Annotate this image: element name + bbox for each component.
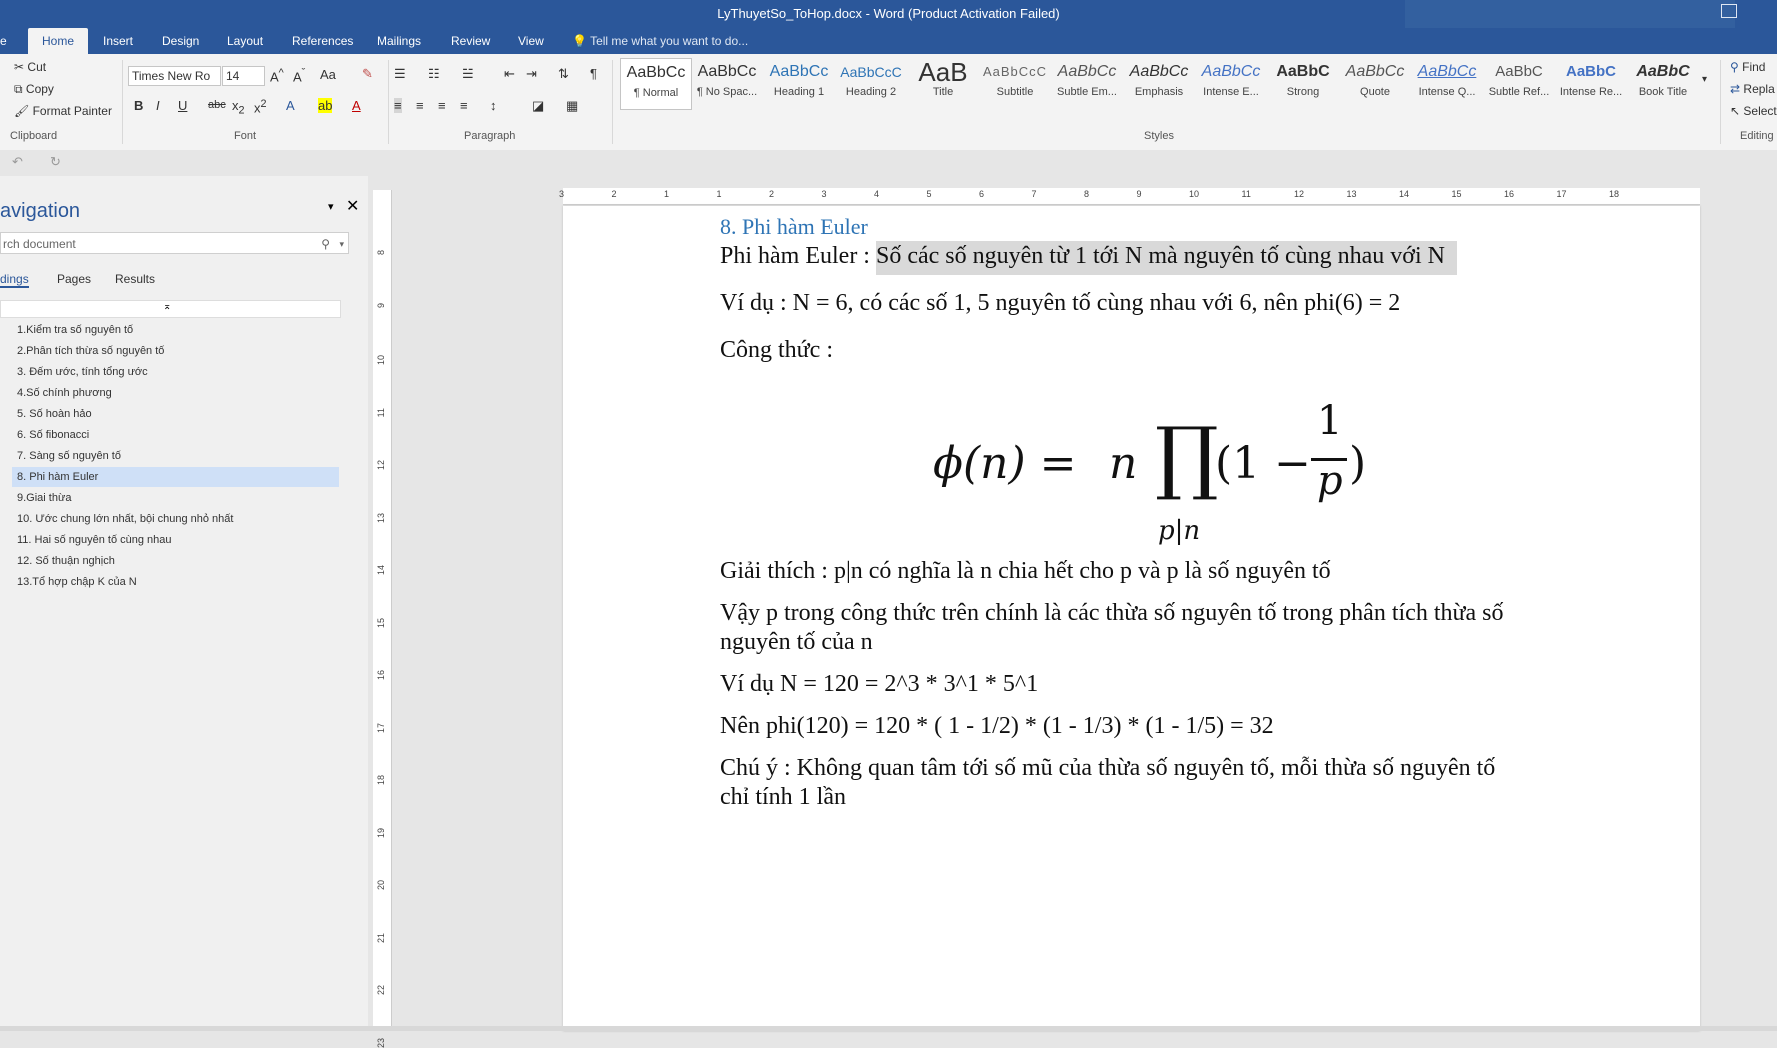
style-subtle-reference[interactable] (1484, 58, 1554, 108)
highlight-icon[interactable]: ab (318, 98, 333, 113)
nav-heading-item[interactable]: 3. Đếm ước, tính tổng ước (17, 366, 148, 378)
increase-indent-icon[interactable]: ⇥ (526, 66, 537, 81)
formula-denominator: p (1317, 458, 1343, 504)
replace-label: Repla (1743, 82, 1775, 96)
style-intense-emphasis[interactable] (1196, 58, 1266, 108)
vertical-ruler (373, 190, 392, 1048)
style-name: Intense E... (1203, 86, 1259, 98)
collapse-icon: ⌅ (163, 301, 172, 312)
style-sample: AaBbCcC (982, 64, 1048, 79)
nav-heading-item[interactable]: 6. Số fibonacci (17, 429, 90, 441)
nav-heading-item[interactable]: 12. Số thuận nghịch (17, 555, 115, 567)
ruler-tick-label: 19 (376, 827, 386, 838)
ruler-tick-label: 17 (1556, 189, 1567, 199)
style-name: Title (932, 86, 954, 98)
redo-icon[interactable]: ↻ (50, 154, 61, 169)
quick-access-toolbar (0, 150, 1777, 176)
clipboard-group-label: Clipboard (10, 130, 58, 142)
style-name: Intense Q... (1418, 86, 1476, 98)
ruler-tick-label: 23 (376, 1037, 386, 1048)
paintbrush-icon: 🖌 (14, 104, 30, 118)
separator (388, 60, 389, 144)
style-name: Heading 1 (773, 86, 825, 98)
navigation-pane (0, 176, 368, 1031)
font-group-label: Font (234, 130, 257, 142)
style-normal[interactable] (620, 58, 692, 110)
style-name: Intense Re... (1559, 86, 1623, 98)
ruler-tick-label: 1 (716, 189, 722, 199)
style-heading-2[interactable] (836, 58, 906, 108)
heading-phi-ham-euler[interactable]: 8. Phi hàm Euler (720, 214, 868, 239)
cut-button[interactable] (14, 60, 46, 74)
scissors-icon: ✂ (14, 60, 25, 74)
style-sample: AaBbCc (769, 63, 829, 80)
tab-layout[interactable]: Layout (227, 34, 264, 48)
nav-heading-item[interactable]: 1.Kiểm tra số nguyên tố (17, 324, 134, 336)
style-name: Book Title (1638, 86, 1688, 98)
paragraph-caution-line-2[interactable]: chỉ tính 1 lần (720, 784, 846, 810)
ruler-tick-label: 12 (376, 460, 386, 471)
replace-icon: ⇄ (1730, 82, 1741, 96)
ruler-tick-label: 15 (1451, 189, 1462, 199)
style-sample: AaBbCc (626, 64, 686, 81)
ruler-tick-label: 12 (1294, 189, 1305, 199)
ruler-tick-label: 10 (1189, 189, 1200, 199)
ruler-tick-label: 20 (376, 880, 386, 891)
tell-me-box[interactable] (572, 28, 748, 54)
ruler-tick-label: 2 (769, 189, 775, 199)
formula-subscript: p|n (1158, 516, 1201, 546)
tell-me-text: Tell me what you want to do... (590, 34, 749, 48)
paragraph-example-1[interactable]: Ví dụ : N = 6, có các số 1, 5 nguyên tố cùng nhau với 6, nên phi(6) = 2 (720, 290, 1401, 316)
search-input[interactable] (0, 232, 349, 254)
ruler-tick-label: 18 (376, 775, 386, 786)
find-button[interactable] (1730, 60, 1765, 74)
ruler-tick-label: 18 (1609, 189, 1620, 199)
style-intense-quote[interactable] (1412, 58, 1482, 108)
align-center-icon[interactable]: ≡ (416, 98, 424, 113)
tab-view[interactable]: View (518, 34, 544, 48)
tab-review[interactable]: Review (451, 34, 491, 48)
nav-heading-item[interactable]: 5. Số hoàn hảo (17, 408, 92, 420)
format-painter-label: Format Painter (32, 104, 112, 118)
search-icon[interactable]: ⚲ (321, 237, 330, 251)
style-name: Emphasis (1134, 86, 1184, 98)
document-page[interactable] (563, 206, 1700, 1031)
paragraph-definition[interactable] (720, 243, 1457, 270)
formula-paren-close: ) (1349, 438, 1367, 489)
nav-heading-item[interactable]: 7. Sàng số nguyên tố (17, 450, 121, 462)
ruler-tick-label: 7 (1031, 189, 1037, 199)
style-name: Subtle Ref... (1488, 86, 1550, 98)
nav-heading-item[interactable]: 2.Phân tích thừa số nguyên tố (17, 345, 165, 357)
search-placeholder: rch document (3, 237, 76, 251)
show-marks-icon[interactable]: ¶ (590, 66, 597, 81)
cursor-icon: ↖ (1730, 104, 1741, 118)
ruler-tick-label: 5 (926, 189, 932, 199)
style-sample: AaBbCc (1417, 63, 1477, 80)
style-emphasis[interactable] (1124, 58, 1194, 108)
select-button[interactable] (1730, 104, 1777, 118)
font-size-select[interactable]: 14 (222, 66, 265, 86)
tab-references[interactable]: References (292, 34, 354, 48)
paragraph-caution-line-1[interactable]: Chú ý : Không quan tâm tới số mũ của thừa số nguyên tố, mỗi thừa số nguyên tố (720, 755, 1496, 781)
ribbon-tabs (0, 28, 1777, 54)
find-label: Find (1742, 60, 1766, 74)
change-case-button[interactable]: Aa (320, 67, 336, 82)
decrease-indent-icon[interactable]: ⇤ (504, 66, 515, 81)
separator (612, 60, 613, 144)
tab-file[interactable]: e (0, 34, 7, 48)
ruler-tick-label: 6 (979, 189, 985, 199)
close-icon[interactable]: ✕ (346, 198, 360, 215)
tab-pages[interactable]: Pages (57, 272, 92, 286)
replace-button[interactable] (1730, 82, 1775, 96)
selected-text: Số các số nguyên từ 1 tới N mà nguyên tố cùng nhau với N (876, 241, 1457, 275)
multilevel-list-icon[interactable]: ☱ (462, 66, 474, 81)
numbering-icon[interactable]: ☷ (428, 66, 440, 81)
navigation-title: avigation (0, 200, 81, 222)
style-name: Heading 2 (845, 86, 897, 98)
nav-heading-item[interactable]: 4.Số chính phương (17, 387, 112, 399)
justify-icon[interactable]: ≡ (460, 98, 468, 113)
ruler-tick-label: 15 (376, 617, 386, 628)
ruler-tick-label: 10 (376, 355, 386, 366)
ruler-tick-label: 21 (376, 932, 386, 943)
style-sample: AaBbCcC (840, 64, 902, 80)
style-sample: AaBbCc (1129, 63, 1189, 80)
search-icon: ⚲ (1730, 60, 1739, 74)
paragraph-explanation[interactable]: Giải thích : p|n có nghĩa là n chia hết cho p và p là số nguyên tố (720, 558, 1331, 584)
formula-paren-open: (1 − (1215, 438, 1312, 489)
line-spacing-icon[interactable]: ↕ (490, 98, 497, 113)
ruler-tick-label: 13 (376, 512, 386, 523)
style-name: Subtle Em... (1057, 86, 1117, 98)
style-sample: AaBbC (1636, 63, 1690, 80)
font-name-select[interactable]: Times New Ro (128, 66, 221, 86)
subscript-icon[interactable]: $x_2$ (232, 98, 245, 117)
restore-window-icon[interactable] (1721, 4, 1737, 18)
status-bar (0, 1026, 1777, 1031)
shrink-font-icon[interactable]: $A^ˇ$ (293, 67, 306, 85)
italic-icon[interactable]: I (156, 98, 160, 113)
paragraph-example-2[interactable]: Ví dụ N = 120 = 2^3 * 3^1 * 5^1 (720, 671, 1039, 697)
tab-insert[interactable]: Insert (103, 34, 134, 48)
window-title: LyThuyetSo_ToHop.docx - Word (Product Activation Failed) (717, 6, 1060, 21)
ruler-tick-label: 16 (1504, 189, 1515, 199)
pane-options-icon[interactable]: ▾ (328, 201, 334, 213)
style-sample: AaBbCc (1201, 63, 1261, 80)
product-symbol: ∏ (1155, 410, 1219, 503)
strikethrough-icon[interactable]: abc (208, 99, 226, 111)
editing-group-label: Editing (1740, 130, 1774, 142)
tab-mailings[interactable]: Mailings (377, 34, 422, 48)
style-sample: AaBbCc (1057, 63, 1117, 80)
ruler-tick-label: 4 (874, 189, 880, 199)
ruler-tick-label: 11 (376, 407, 386, 417)
sort-icon[interactable]: ⇅ (558, 66, 569, 81)
bold-icon[interactable]: B (134, 98, 144, 113)
style-name: Subtitle (996, 86, 1034, 98)
grow-font-icon[interactable]: A^ (270, 67, 284, 85)
borders-icon[interactable]: ▦ (566, 98, 579, 113)
ruler-tick-label: 14 (1399, 189, 1410, 199)
style-name: Quote (1360, 86, 1390, 98)
style-name: ¶ No Spac... (696, 86, 758, 98)
style-strong[interactable] (1268, 58, 1338, 108)
clear-formatting-icon[interactable]: ✎ (362, 66, 373, 81)
font-color-icon[interactable]: A (352, 98, 361, 113)
underline-icon[interactable]: U (178, 98, 188, 113)
align-right-icon[interactable]: ≡ (438, 98, 446, 113)
style-name: ¶ Normal (633, 87, 679, 99)
styles-group-label: Styles (1144, 130, 1174, 142)
ruler-tick-label: 8 (1084, 189, 1090, 199)
style-heading-1[interactable] (764, 58, 834, 108)
horizontal-ruler (559, 188, 1700, 205)
style-quote[interactable] (1340, 58, 1410, 108)
tab-design[interactable]: Design (162, 34, 200, 48)
undo-icon[interactable]: ↶ (12, 154, 23, 169)
style-book-title[interactable] (1628, 58, 1698, 108)
style-sample: AaBbC (1565, 63, 1616, 80)
copy-label: Copy (25, 82, 54, 96)
style-no-spacing[interactable] (692, 58, 762, 108)
formula-numerator: 1 (1317, 398, 1343, 444)
style-title[interactable] (908, 58, 978, 108)
ruler-tick-label: 3 (821, 189, 827, 199)
style-sample: AaBbCc (1345, 63, 1405, 80)
paragraph-note-line-2[interactable]: nguyên tố của n (720, 629, 873, 655)
ruler-tick-label: 16 (376, 670, 386, 681)
shading-icon[interactable]: ◪ (532, 98, 545, 113)
formula[interactable] (933, 398, 1433, 566)
ruler-tick-label: 1 (664, 189, 670, 199)
styles-more-icon[interactable]: ▾ (1702, 74, 1708, 85)
format-painter-button[interactable] (14, 104, 112, 118)
nav-heading-item[interactable]: 11. Hai số nguyên tố cùng nhau (17, 534, 172, 546)
ribbon (0, 54, 1777, 151)
ruler-tick-label: 11 (1241, 189, 1251, 199)
ruler-tick-label: 14 (376, 565, 386, 576)
style-name: Strong (1286, 86, 1320, 98)
lightbulb-icon: 💡 (572, 34, 587, 48)
ruler-tick-label: 9 (1136, 189, 1142, 199)
ruler-tick-label: 13 (1346, 189, 1357, 199)
bullets-icon[interactable]: ☰ (394, 66, 406, 81)
paragraph-formula-label[interactable]: Công thức : (720, 337, 834, 363)
align-left-icon[interactable]: ≡ (394, 98, 402, 113)
ruler-tick-label: 3 (559, 189, 565, 199)
ruler-tick-label: 17 (376, 722, 386, 733)
paragraph-group-label: Paragraph (464, 130, 516, 142)
paragraph-result[interactable]: Nên phi(120) = 120 * ( 1 - 1/2) * (1 - 1/3) * (1 - 1/5) = 32 (720, 713, 1274, 739)
nav-heading-item[interactable]: 10. Ước chung lớn nhất, bội chung nhỏ nhất (17, 513, 234, 525)
copy-button[interactable] (14, 82, 54, 97)
tab-home[interactable]: Home (28, 28, 88, 54)
nav-heading-item[interactable]: 9.Giai thừa (17, 492, 72, 504)
chevron-down-icon[interactable]: ▾ (339, 239, 344, 249)
style-sample: AaBbC (1276, 63, 1330, 80)
formula-n: n (1109, 438, 1138, 489)
collapse-bar[interactable] (0, 300, 341, 318)
nav-heading-item[interactable]: 13.Tổ hợp chập K của N (17, 576, 137, 588)
separator (1720, 60, 1721, 144)
ruler-tick-label: 9 (376, 302, 386, 308)
superscript-icon[interactable]: $x^2$ (254, 98, 267, 116)
cut-label: Cut (27, 60, 47, 74)
select-label: Select (1743, 104, 1777, 118)
definition-prefix: Phi hàm Euler : (720, 243, 876, 269)
paragraph-note-line-1[interactable]: Vậy p trong công thức trên chính là các thừa số nguyên tố trong phân tích thừa số (720, 600, 1504, 626)
ruler-tick-label: 2 (611, 189, 617, 199)
ruler-tick-label: 22 (376, 985, 386, 996)
separator (122, 60, 123, 144)
style-sample: AaBbCc (697, 63, 757, 80)
tab-headings[interactable]: dings (0, 272, 29, 286)
style-subtle-emphasis[interactable] (1052, 58, 1122, 108)
ruler-tick-label: 8 (376, 250, 386, 256)
tab-results[interactable]: Results (115, 272, 156, 286)
copy-icon: ⧉ (14, 82, 23, 96)
style-sample: AaB (918, 58, 968, 86)
formula-lhs: ϕ(n) = (933, 438, 1077, 489)
text-effects-icon[interactable]: A (286, 98, 295, 113)
style-intense-reference[interactable] (1556, 58, 1626, 108)
title-bar (0, 0, 1777, 28)
style-sample: AaBbC (1495, 63, 1543, 80)
style-subtitle[interactable] (980, 58, 1050, 108)
nav-heading-item-selected[interactable]: 8. Phi hàm Euler (12, 467, 339, 487)
